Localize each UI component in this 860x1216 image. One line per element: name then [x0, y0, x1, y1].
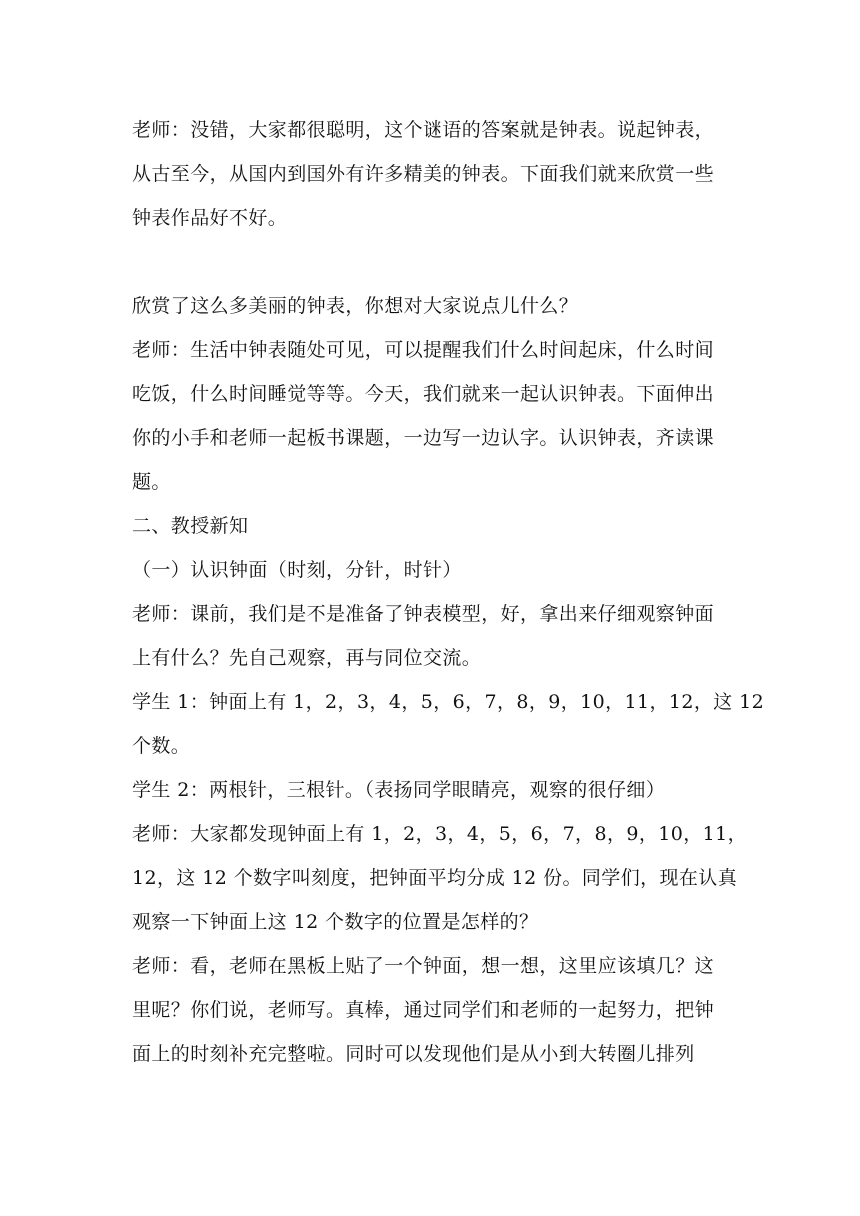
- paragraph-line: 观察一下钟面上这 12 个数字的位置是怎样的？: [132, 911, 539, 933]
- paragraph-line: 你的小手和老师一起板书课题，一边写一边认字。认识钟表，齐读课: [132, 427, 715, 449]
- paragraph-line: 学生 2：两根针，三根针。（表扬同学眼睛亮，观察的很仔细）: [132, 779, 666, 801]
- blank-line: [132, 240, 730, 284]
- paragraph-line: 老师：没错，大家都很聪明，这个谜语的答案就是钟表。说起钟表，: [132, 119, 715, 141]
- paragraph-line: 里呢？你们说，老师写。真棒，通过同学们和老师的一起努力，把钟: [132, 999, 715, 1021]
- paragraph-line: 老师：看，老师在黑板上贴了一个钟面，想一想，这里应该填几？这: [132, 955, 715, 977]
- paragraph-line: 钟表作品好不好。: [132, 207, 288, 229]
- paragraph-line: 学生 1：钟面上有 1，2，3，4，5，6，7，8，9，10，11，12，这 12: [132, 691, 765, 713]
- paragraph-line: 12，这 12 个数字叫刻度，把钟面平均分成 12 份。同学们，现在认真: [132, 867, 738, 889]
- subsection-heading: （一）认识钟面（时刻，分针，时针）: [132, 559, 462, 581]
- section-heading: 二、教授新知: [132, 515, 249, 537]
- paragraph-line: 吃饭，什么时间睡觉等等。今天，我们就来一起认识钟表。下面伸出: [132, 383, 715, 405]
- paragraph-line: 老师：生活中钟表随处可见，可以提醒我们什么时间起床，什么时间: [132, 339, 715, 361]
- paragraph-line: 欣赏了这么多美丽的钟表，你想对大家说点儿什么？: [132, 295, 579, 317]
- paragraph-line: 面上的时刻补充完整啦。同时可以发现他们是从小到大转圈儿排列: [132, 1043, 695, 1065]
- paragraph-line: 上有什么？先自己观察，再与同位交流。: [132, 647, 482, 669]
- paragraph-line: 老师：课前，我们是不是准备了钟表模型，好，拿出来仔细观察钟面: [132, 603, 715, 625]
- paragraph-line: 个数。: [132, 735, 191, 757]
- paragraph-line: 老师：大家都发现钟面上有 1，2，3，4，5，6，7，8，9，10，11，: [132, 823, 747, 845]
- paragraph-line: 题。: [132, 471, 171, 493]
- paragraph-line: 从古至今，从国内到国外有许多精美的钟表。下面我们就来欣赏一些: [132, 163, 715, 185]
- document-body: [132, 108, 765, 1076]
